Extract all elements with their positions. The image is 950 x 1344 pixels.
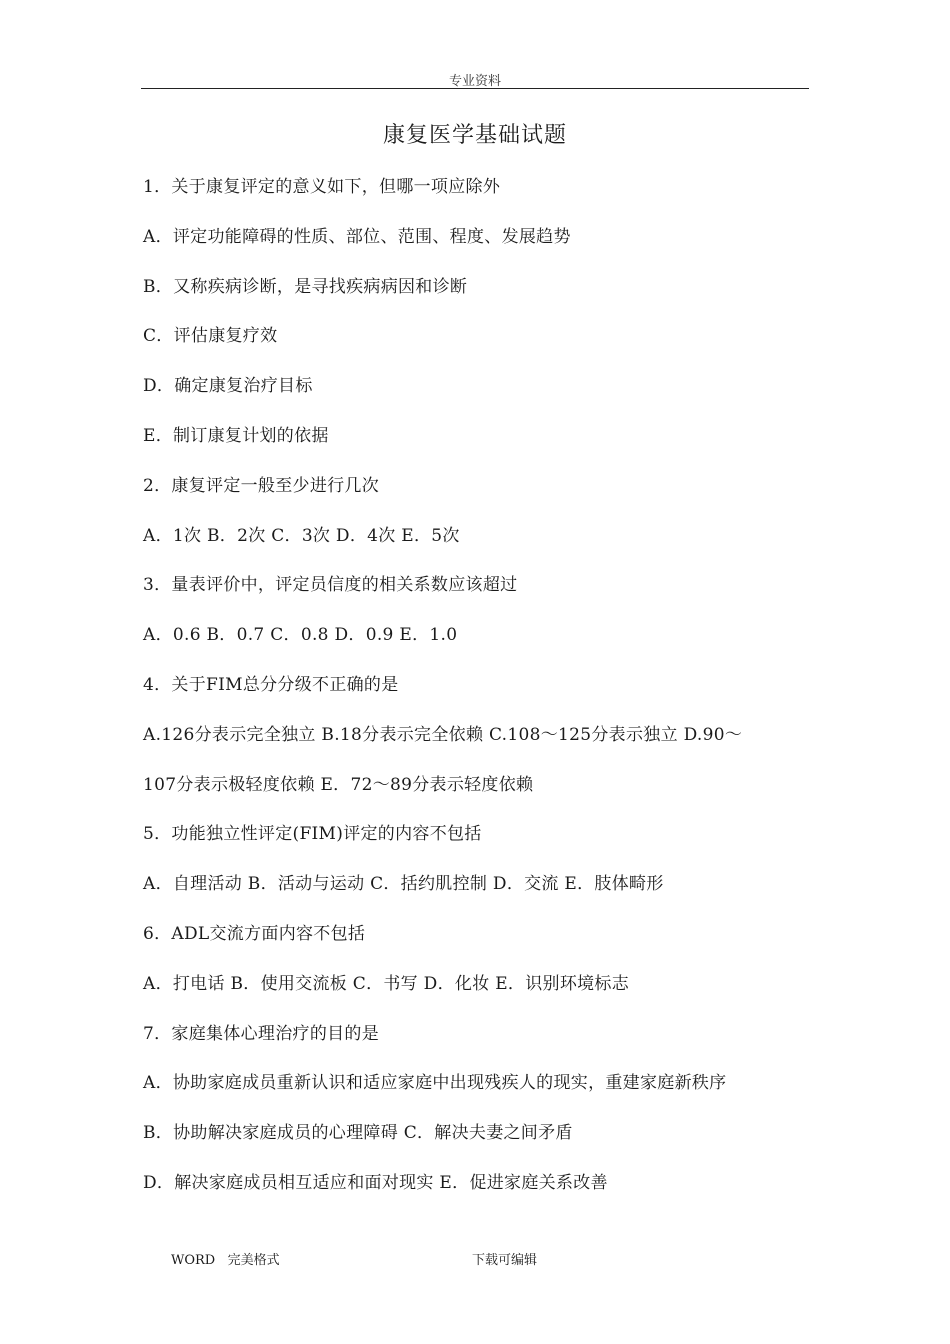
text-line: 2．康复评定一般至少进行几次: [143, 475, 380, 496]
text-line: 3．量表评价中，评定员信度的相关系数应该超过: [143, 575, 518, 596]
text-line: D．确定康复治疗目标: [143, 376, 313, 397]
text-line: A．自理活动 B．活动与运动 C．括约肌控制 D．交流 E．肢体畸形: [143, 874, 664, 895]
document-title: 康复医学基础试题: [382, 123, 567, 148]
text-line: B．又称疾病诊断，是寻找疾病病因和诊断: [143, 276, 468, 297]
header-rule: [141, 88, 809, 89]
text-line: 6．ADL交流方面内容不包括: [143, 923, 366, 944]
footer-left: WORD 完美格式: [171, 1253, 280, 1268]
question-list: [143, 172, 823, 1218]
text-line: 107分表示极轻度依赖 E．72～89分表示轻度依赖: [143, 774, 534, 795]
text-line: 1．关于康复评定的意义如下，但哪一项应除外: [143, 177, 501, 197]
text-line: 5．功能独立性评定(FIM)评定的内容不包括: [143, 824, 482, 845]
text-line: D．解决家庭成员相互适应和面对现实 E．促进家庭关系改善: [143, 1172, 608, 1193]
text-line: A．协助家庭成员重新认识和适应家庭中出现残疾人的现实，重建家庭新秩序: [143, 1073, 727, 1094]
text-line: A．0.6 B．0.7 C．0.8 D．0.9 E．1.0: [143, 625, 458, 646]
text-line: B．协助解决家庭成员的心理障碍 C．解决夫妻之间矛盾: [143, 1123, 573, 1144]
text-line: A．评定功能障碍的性质、部位、范围、程度、发展趋势: [143, 226, 571, 247]
text-line: 7．家庭集体心理治疗的目的是: [143, 1023, 380, 1044]
text-line: 4．关于FIM总分分级不正确的是: [143, 674, 399, 695]
text-line: E．制订康复计划的依据: [143, 425, 329, 446]
text-line: C．评估康复疗效: [143, 326, 278, 347]
page-header: 专业资料: [448, 74, 501, 89]
text-line: A.126分表示完全独立 B.18分表示完全依赖 C.108～125分表示独立 D.90～: [143, 724, 743, 745]
text-line: A．打电话 B．使用交流板 C．书写 D．化妆 E．识别环境标志: [143, 973, 630, 994]
footer-right: 下载可编辑: [472, 1253, 538, 1268]
text-line: A．1次 B．2次 C．3次 D．4次 E．5次: [143, 525, 460, 546]
